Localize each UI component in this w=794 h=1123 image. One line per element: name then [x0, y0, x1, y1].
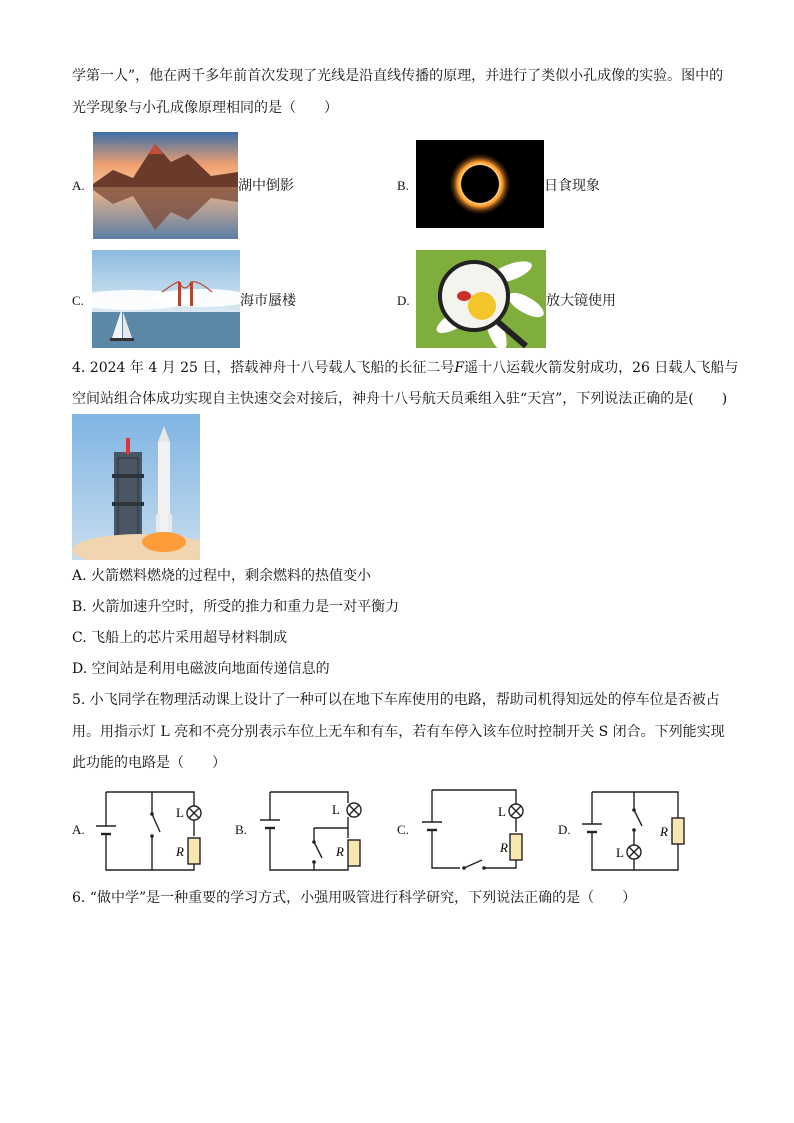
q4-choice-b: B. 火箭加速升空时，所受的推力和重力是一对平衡力: [72, 599, 400, 615]
q4-choice-a: A. 火箭燃料燃烧的过程中，剩余燃料的热值变小: [72, 568, 372, 584]
circuit-a-letter: A.: [72, 822, 85, 837]
q6-stem-line1: 6. “做中学”是一种重要的学习方式，小强用吸管进行科学研究，下列说法正确的是（ ）: [72, 890, 637, 906]
circuit-b-letter: B.: [235, 822, 247, 837]
circuit-b-resistor-label: R: [336, 844, 344, 859]
circuit-a-lamp-label: L: [176, 805, 184, 820]
q4-choice-d: D. 空间站是利用电磁波向地面传递信息的: [72, 661, 330, 677]
q3-option-a-caption: 湖中倒影: [238, 178, 294, 194]
q3-option-d-letter: D.: [397, 293, 410, 308]
q3-option-b-letter: B.: [397, 178, 409, 193]
q3-option-c-caption: 海市蜃楼: [240, 293, 296, 309]
mirage-image: [92, 250, 240, 348]
circuit-c-lamp-label: L: [498, 804, 506, 819]
circuit-c-resistor-label: R: [500, 840, 508, 855]
q5-stem-line1: 5. 小飞同学在物理活动课上设计了一种可以在地下车库使用的电路，帮助司机得知远处的停车位是否被占: [72, 692, 720, 708]
lake-reflection-image: [93, 132, 238, 239]
rocket-launch-image: [72, 414, 200, 560]
q3-stem-line1: 学第一人”，他在两千多年前首次发现了光线是沿直线传播的原理，并进行了类似小孔成像的实验。图中的: [72, 68, 724, 84]
circuit-c-letter: C.: [397, 822, 409, 837]
q3-option-b-caption: 日食现象: [544, 178, 600, 194]
q5-stem-line2: 用。用指示灯 L 亮和不亮分别表示车位上无车和有车，若有车停入该车位时控制开关 S 闭合。下列能实现: [72, 724, 725, 740]
circuit-d-letter: D.: [558, 822, 571, 837]
circuit-b-lamp-label: L: [332, 802, 340, 817]
circuit-a-resistor-label: R: [176, 844, 184, 859]
solar-eclipse-image: [416, 140, 544, 228]
circuit-d-lamp-label: L: [616, 845, 624, 860]
q3-stem-line2: 光学现象与小孔成像原理相同的是（ ）: [72, 100, 338, 116]
q4-stem-line1-f: F: [454, 360, 465, 376]
q4-stem-line1-head: 4. 2024 年 4 月 25 日，搭载神舟十八号载人飞船的长征二号: [72, 360, 455, 376]
q5-stem-line3: 此功能的电路是（ ）: [72, 755, 226, 771]
magnifier-flower-image: [416, 250, 546, 348]
circuit-d-resistor-label: R: [660, 824, 668, 839]
circuit-a-diagram: [94, 788, 214, 872]
q4-stem-line1: [72, 358, 738, 378]
q4-stem-line1-tail: 遥十八运载火箭发射成功，26 日载人飞船与: [464, 360, 739, 376]
circuit-b-diagram: [258, 788, 370, 872]
circuit-d-diagram: [580, 788, 692, 872]
q3-option-a-letter: A.: [72, 178, 85, 193]
q4-choice-c: C. 飞船上的芯片采用超导材料制成: [72, 630, 288, 646]
q3-option-d-caption: 放大镜使用: [546, 293, 616, 309]
circuit-c-diagram: [420, 786, 532, 872]
q4-stem-line2: 空间站组合体成功实现自主快速交会对接后，神舟十八号航天员乘组入驻“天宫”，下列说法正确的是( ): [72, 391, 728, 407]
q3-option-c-letter: C.: [72, 293, 84, 308]
